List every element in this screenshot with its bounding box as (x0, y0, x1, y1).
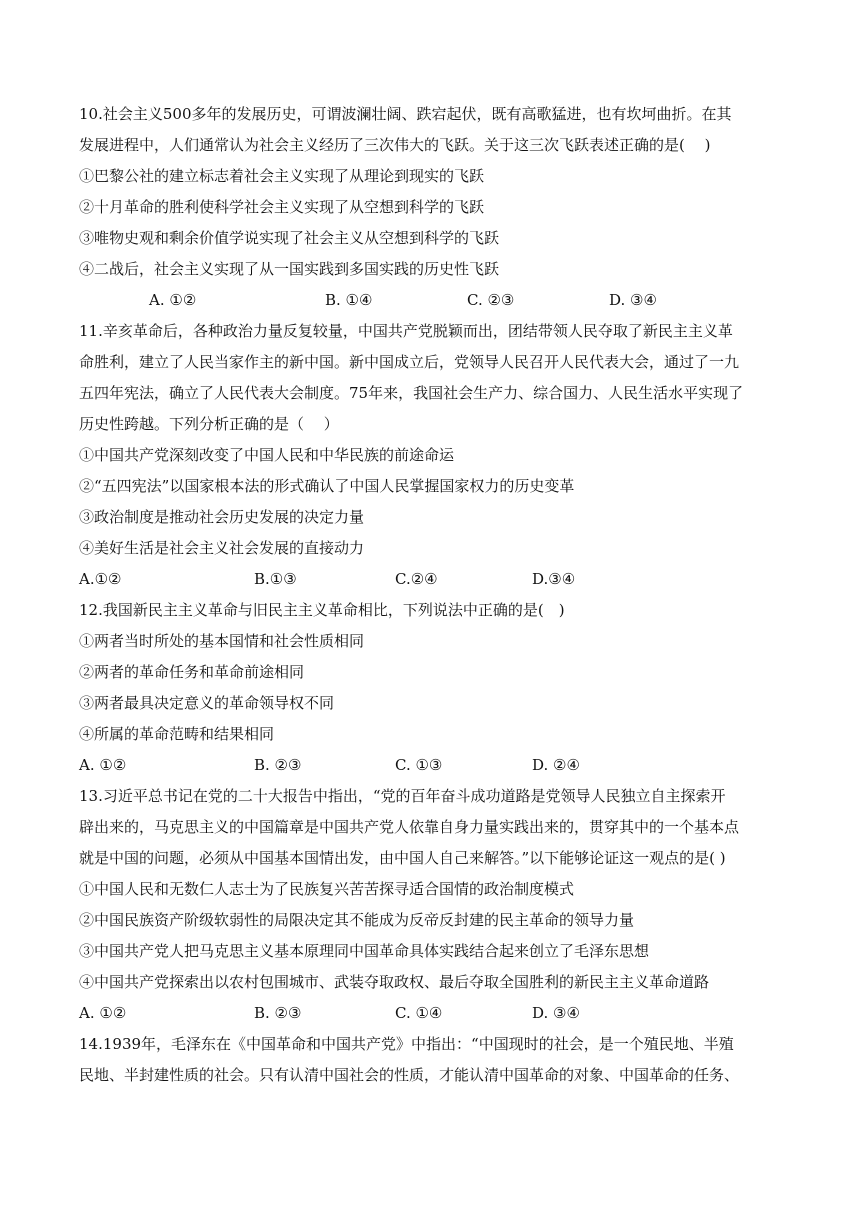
question-stem-line: 就是中国的问题，必须从中国基本国情出发，由中国人自己来解答。”以下能够论证这一观点的是( ) (79, 849, 726, 867)
answer-option-c: C. ①④ (395, 1004, 443, 1022)
question-stem-line: 14.1939年，毛泽东在《中国革命和中国共产党》中指出：“中国现时的社会，是一个殖民地、半殖 (79, 1035, 734, 1053)
statement-line: ④中国共产党探索出以农村包围城市、武装夺取政权、最后夺取全国胜利的新民主主义革命道路 (79, 973, 710, 991)
answer-option-a: A. ①② (149, 291, 197, 309)
question-stem-line: 12.我国新民主主义革命与旧民主主义革命相比，下列说法中正确的是( ) (79, 601, 565, 619)
statement-line: ②两者的革命任务和革命前途相同 (79, 663, 305, 681)
answer-option-b: B. ②③ (254, 756, 302, 774)
statement-line: ①中国人民和无数仁人志士为了民族复兴苦苦探寻适合国情的政治制度模式 (79, 880, 575, 898)
answer-option-a: A. ①② (79, 1004, 127, 1022)
answer-option-b: B.①③ (254, 570, 297, 588)
statement-line: ②十月革命的胜利使科学社会主义实现了从空想到科学的飞跃 (79, 198, 485, 216)
answer-option-c: C.②④ (395, 570, 438, 588)
question-stem-line: 历史性跨越。下列分析正确的是（ ） (79, 415, 339, 433)
answer-option-a: A.①② (79, 570, 122, 588)
statement-line: ③两者最具决定意义的革命领导权不同 (79, 694, 335, 712)
answer-option-d: D.③④ (532, 570, 576, 588)
answer-option-a: A. ①② (79, 756, 127, 774)
statement-line: ③中国共产党人把马克思主义基本原理同中国革命具体实践结合起来创立了毛泽东思想 (79, 942, 650, 960)
question-stem-line: 13.习近平总书记在党的二十大报告中指出，“党的百年奋斗成功道路是党领导人民独立自主探索开 (79, 787, 726, 805)
statement-line: ①中国共产党深刻改变了中国人民和中华民族的前途命运 (79, 446, 455, 464)
answer-option-d: D. ③④ (609, 291, 657, 309)
answer-option-b: B. ①④ (325, 291, 373, 309)
statement-line: ③政治制度是推动社会历史发展的决定力量 (79, 508, 365, 526)
statement-line: ④所属的革命范畴和结果相同 (79, 725, 275, 743)
statement-line: ④美好生活是社会主义社会发展的直接动力 (79, 539, 365, 557)
answer-option-c: C. ②③ (467, 291, 515, 309)
statement-line: ②中国民族资产阶级软弱性的局限决定其不能成为反帝反封建的民主革命的领导力量 (79, 911, 635, 929)
answer-option-d: D. ③④ (532, 1004, 580, 1022)
question-stem-line: 发展进程中，人们通常认为社会主义经历了三次伟大的飞跃。关于这三次飞跃表述正确的是( ) (79, 136, 711, 154)
question-stem-line: 11.辛亥革命后，各种政治力量反复较量，中国共产党脱颖而出，团结带领人民夺取了新民主主义革 (79, 322, 733, 340)
answer-option-c: C. ①③ (395, 756, 443, 774)
question-stem-line: 辟出来的，马克思主义的中国篇章是中国共产党人依靠自身力量实践出来的，贯穿其中的一个基本点 (79, 818, 740, 836)
question-stem-line: 五四年宪法，确立了人民代表大会制度。75年来，我国社会生产力、综合国力、人民生活水平实现了 (79, 384, 744, 402)
statement-line: ④二战后，社会主义实现了从一国实践到多国实践的历史性飞跃 (79, 260, 500, 278)
statement-line: ③唯物史观和剩余价值学说实现了社会主义从空想到科学的飞跃 (79, 229, 500, 247)
statement-line: ②“五四宪法”以国家根本法的形式确认了中国人民掌握国家权力的历史变革 (79, 477, 575, 495)
statement-line: ①两者当时所处的基本国情和社会性质相同 (79, 632, 365, 650)
answer-option-d: D. ②④ (532, 756, 580, 774)
question-stem-line: 民地、半封建性质的社会。只有认清中国社会的性质，才能认清中国革命的对象、中国革命的任务、 (79, 1066, 740, 1084)
question-stem-line: 命胜利，建立了人民当家作主的新中国。新中国成立后，党领导人民召开人民代表大会，通过了一九 (79, 353, 740, 371)
statement-line: ①巴黎公社的建立标志着社会主义实现了从理论到现实的飞跃 (79, 167, 485, 185)
answer-option-b: B. ②③ (254, 1004, 302, 1022)
question-stem-line: 10.社会主义500多年的发展历史，可谓波澜壮阔、跌宕起伏，既有高歌猛进，也有坎坷曲折。在其 (79, 105, 732, 123)
